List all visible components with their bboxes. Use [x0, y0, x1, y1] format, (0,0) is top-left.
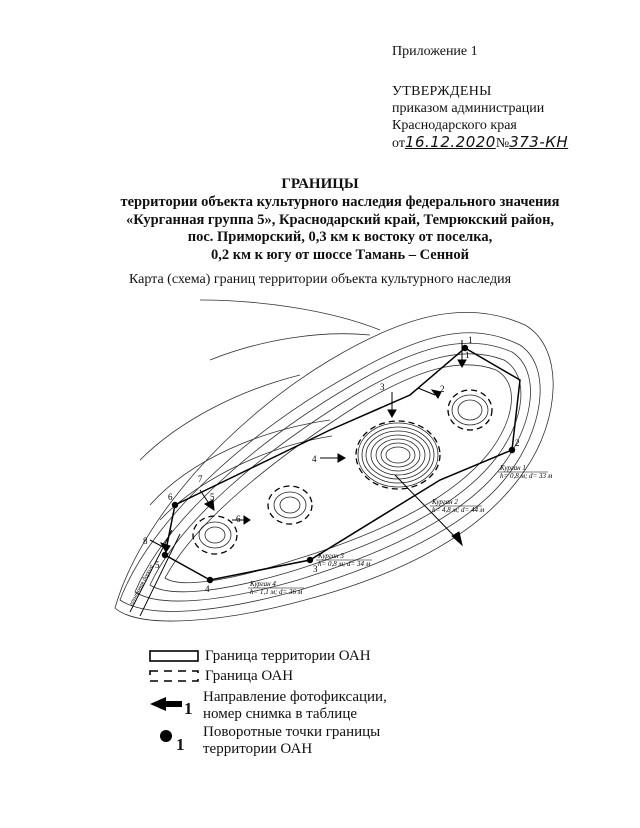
svg-text:5: 5 [155, 560, 160, 570]
number-sign: № [495, 136, 510, 151]
kurgan-4-params: h= 1,1 м; d= 36 м [250, 588, 303, 596]
map-caption: Карта (схема) границ территории объекта культурного наследия [128, 272, 512, 287]
kurgan-4-name: Курган 4 [250, 580, 276, 588]
legend-photo-line-2: номер снимка в таблице [203, 706, 357, 722]
territory-boundary [165, 348, 520, 580]
legend-points-label [203, 724, 380, 758]
svg-text:1: 1 [468, 335, 473, 345]
legend-territory-symbol [150, 651, 198, 661]
legend-arrow-icon [150, 697, 182, 711]
svg-text:6: 6 [168, 492, 173, 502]
legend-symbols [150, 651, 198, 742]
svg-text:2: 2 [440, 384, 445, 394]
legend-oan-symbol [150, 671, 198, 681]
legend-point-number: 1 [176, 735, 185, 754]
svg-text:2: 2 [515, 438, 520, 448]
legend-territory-label: Граница территории ОАН [205, 648, 371, 664]
kurgan-3-name: Курган 3 [318, 552, 344, 560]
legend-point-icon [160, 730, 172, 742]
road-label: грунтовая дорога [128, 563, 156, 607]
order-line-2: Краснодарского края [392, 118, 517, 133]
order-date: 16.12.2020 [404, 133, 496, 151]
subtitle-line-1: территории объекта культурного наследия федерального значения [120, 194, 560, 210]
kurgan-1-params: h= 0,8 м; d= 33 м [500, 472, 553, 480]
order-number: 373-КН [509, 133, 569, 151]
legend-arrow-number: 1 [184, 699, 193, 718]
turning-points [162, 345, 515, 583]
subtitle-line-3: пос. Приморский, 0,3 км к востоку от поселка, [187, 229, 493, 245]
svg-text:8: 8 [143, 536, 148, 546]
svg-text:4: 4 [205, 584, 210, 594]
kurgan-3-params: h= 0,8 м; d= 34 м [318, 560, 371, 568]
order-line-1: приказом администрации [392, 101, 545, 116]
date-prefix: от [392, 136, 405, 151]
legend-points-line-2: территории ОАН [203, 741, 313, 757]
document-title: ГРАНИЦЫ [281, 176, 359, 192]
svg-text:1: 1 [465, 350, 470, 360]
subtitle-line-4: 0,2 км к югу от шоссе Тамань – Сенной [210, 246, 470, 263]
photo-numbers [143, 350, 470, 546]
legend-oan-label: Граница ОАН [205, 668, 294, 684]
kurgan-2-params: h= 4,8 м; d= 44 м [432, 506, 485, 514]
kurgan-contours [199, 395, 488, 548]
legend-points-line-1: Поворотные точки границы [203, 724, 381, 740]
kurgan-1-name: Курган 1 [500, 464, 526, 472]
svg-text:5: 5 [210, 492, 215, 502]
appendix-label: Приложение 1 [392, 44, 478, 59]
svg-text:3: 3 [380, 382, 385, 392]
kurgan-2-name: Курган 2 [432, 498, 458, 506]
svg-text:3: 3 [313, 564, 318, 574]
kurgan-labels [248, 464, 553, 596]
subtitle-line-2: «Курганная группа 5», Краснодарский край, Темрюкский район, [125, 211, 555, 228]
legend-photo-label [203, 689, 387, 723]
approved-heading: УТВЕРЖДЕНЫ [392, 84, 492, 99]
svg-text:6: 6 [236, 514, 241, 524]
legend-photo-line-1: Направление фотофиксации, [203, 689, 387, 705]
svg-text:4: 4 [312, 454, 317, 464]
svg-text:7: 7 [198, 474, 203, 484]
